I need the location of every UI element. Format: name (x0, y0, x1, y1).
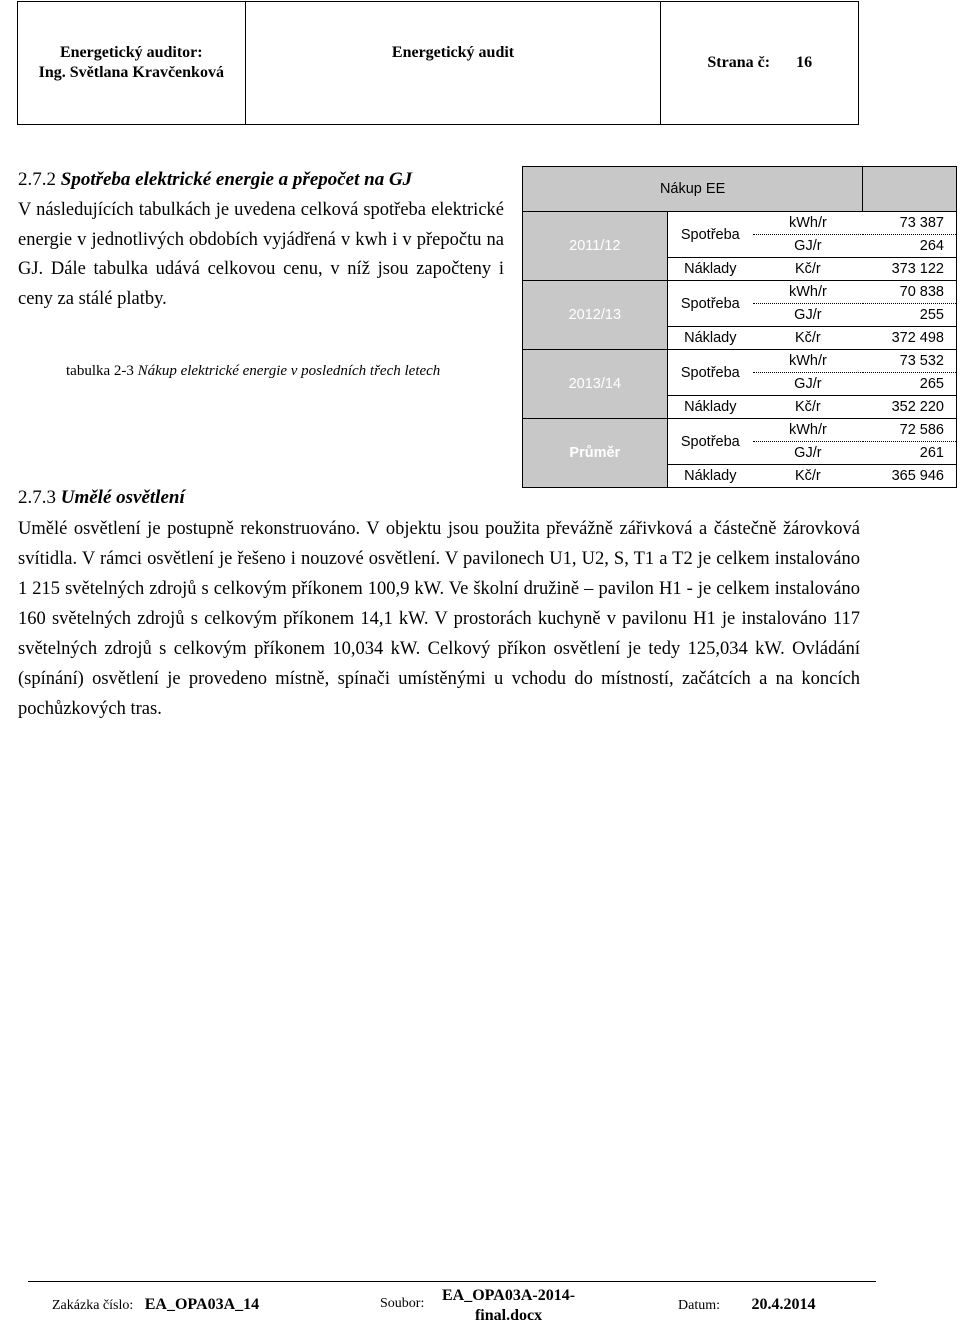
auditor-label: Energetický auditor: (59, 44, 203, 61)
doc-title: Energetický audit (391, 44, 515, 61)
page-label: Strana č: (707, 54, 771, 71)
value-gj: 264 (863, 235, 957, 258)
soubor-value-line1: EA_OPA03A-2014- (442, 1287, 576, 1304)
intro-paragraph: V následujících tabulkách je uvedena celková spotřeba elektrické energie v jednotlivých obdobích vyjádřená v kwh i v přepočtu na GJ. Dále tabulka udává celkovou cenu, v níž jsou započteny i ceny za stálé platby. (18, 200, 504, 309)
soubor-label: Soubor: (380, 1296, 425, 1311)
table-caption (66, 361, 506, 381)
label-spotreba: Spotřeba (667, 281, 753, 327)
period-cell-average: Průměr (523, 419, 668, 488)
unit-kc: Kč/r (753, 396, 863, 419)
table-header-empty (863, 167, 957, 212)
label-spotreba: Spotřeba (667, 350, 753, 396)
caption-prefix: tabulka 2-3 (66, 363, 134, 379)
value-gj: 265 (863, 373, 957, 396)
value-kc: 365 946 (863, 465, 957, 488)
datum-label: Datum: (678, 1298, 720, 1313)
section-2-7-3-heading (18, 486, 185, 510)
unit-gj: GJ/r (753, 442, 863, 465)
table-row (523, 281, 957, 304)
label-naklady: Náklady (667, 327, 753, 350)
unit-kwh: kWh/r (753, 419, 863, 442)
section-2-7-2-heading (18, 168, 412, 192)
footer-soubor-label (380, 1296, 424, 1312)
unit-gj: GJ/r (753, 373, 863, 396)
value-kwh: 73 532 (863, 350, 957, 373)
page-header (17, 1, 859, 125)
footer-divider (28, 1281, 876, 1282)
lighting-paragraph: Umělé osvětlení je postupně rekonstruováno. V objektu jsou použita převážně zářivková a částečně žárovková svítidla. V rámci osvětlení je řešeno i nouzové osvětlení. V pavilonech U1, U2, S, T1 a T2 je celkem instalováno 1 215 světelných zdrojů s celkovým příkonem 100,9 kW. Ve školní družině – pavilon H1 - je celkem instalováno 160 světelných zdrojů s celkovým příkonem 14,1 kW. V prostorách kuchyně v pavilonu H1 je instalováno 117 světelných zdrojů s celkovým příkonem 10,034 kW. Celkový příkon osvětlení je tedy 125,034 kW. Ovládání (spínání) osvětlení je provedeno místně, spínači umístěnými u vchodu do místností, začátcích a na koncích pochůzkových tras. (18, 519, 860, 719)
table-row (523, 212, 957, 235)
unit-kwh: kWh/r (753, 350, 863, 373)
table-row (523, 419, 957, 442)
value-kwh: 73 387 (863, 212, 957, 235)
section-number: 2.7.3 (18, 487, 56, 508)
label-naklady: Náklady (667, 396, 753, 419)
value-gj: 261 (863, 442, 957, 465)
label-naklady: Náklady (667, 258, 753, 281)
table-row (523, 350, 957, 373)
auditor-cell (18, 2, 246, 125)
unit-kc: Kč/r (753, 465, 863, 488)
zakazka-value: EA_OPA03A_14 (144, 1296, 260, 1313)
auditor-name: Ing. Světlana Kravčenková (38, 64, 224, 81)
unit-gj: GJ/r (753, 304, 863, 327)
value-kc: 352 220 (863, 396, 957, 419)
caption-text: Nákup elektrické energie v posledních třech letech (137, 363, 441, 379)
section-title: Umělé osvětlení (60, 487, 185, 508)
period-cell: 2013/14 (523, 350, 668, 419)
label-spotreba: Spotřeba (667, 419, 753, 465)
datum-value: 20.4.2014 (751, 1296, 816, 1313)
label-naklady: Náklady (667, 465, 753, 488)
soubor-value-line2: final.docx (474, 1307, 543, 1324)
page-number-cell (661, 2, 859, 125)
page-number: 16 (796, 54, 813, 71)
value-kc: 373 122 (863, 258, 957, 281)
value-kwh: 72 586 (863, 419, 957, 442)
period-cell: 2011/12 (523, 212, 668, 281)
footer-datum (678, 1296, 816, 1314)
value-kwh: 70 838 (863, 281, 957, 304)
footer-zakazka (52, 1296, 259, 1314)
footer-soubor-value (442, 1286, 575, 1326)
unit-kc: Kč/r (753, 258, 863, 281)
energy-purchase-table (522, 166, 957, 488)
value-kc: 372 498 (863, 327, 957, 350)
table-header: Nákup EE (523, 167, 863, 212)
unit-kc: Kč/r (753, 327, 863, 350)
zakazka-label: Zakázka číslo: (52, 1298, 134, 1313)
unit-kwh: kWh/r (753, 281, 863, 304)
label-spotreba: Spotřeba (667, 212, 753, 258)
value-gj: 255 (863, 304, 957, 327)
doc-title-cell (245, 2, 661, 125)
unit-gj: GJ/r (753, 235, 863, 258)
section-title: Spotřeba elektrické energie a přepočet na GJ (60, 169, 413, 190)
unit-kwh: kWh/r (753, 212, 863, 235)
section-number: 2.7.2 (18, 169, 56, 190)
period-cell: 2012/13 (523, 281, 668, 350)
